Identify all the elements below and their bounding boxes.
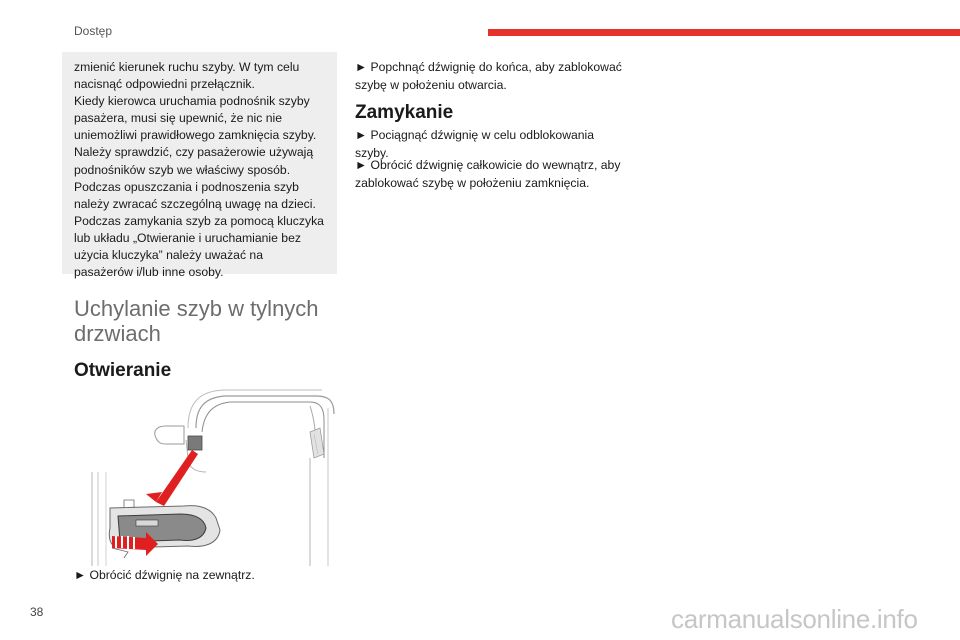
step-marker-icon: ►	[355, 60, 368, 74]
section-title: Uchylanie szyb w tylnych drzwiach	[74, 296, 319, 346]
step-text: Obrócić dźwignię na zewnątrz.	[89, 568, 255, 582]
step-lock-open	[355, 58, 625, 94]
warning-line: Należy sprawdzić, czy pasażerowie używają podnośników szyb we właściwy sposób.	[74, 145, 314, 177]
warning-box	[62, 52, 337, 280]
step-text: Obrócić dźwignię całkowicie do wewnątrz, aby zablokować szybę w położeniu zamknięcia.	[355, 158, 621, 190]
step-marker-icon: ►	[74, 568, 87, 582]
opening-heading: Otwieranie	[74, 360, 172, 381]
step-marker-icon: ►	[355, 128, 368, 142]
window-lever-illustration	[84, 388, 338, 566]
warning-line: Podczas zamykania szyb za pomocą kluczyka lub układu „Otwieranie i uruchamianie bez użycia kluczyka” należy uważać na pasażerów i/lub inne osoby.	[74, 213, 324, 280]
warning-line: zmienić kierunek ruchu szyby. W tym celu nacisnąć odpowiedni przełącznik.	[74, 60, 300, 92]
closing-heading: Zamykanie	[355, 102, 454, 123]
warning-line: Kiedy kierowca uruchamia podnośnik szyby pasażera, musi się upewnić, że nic nie uniemożliwi prawidłowego zamknięcia szyby.	[74, 94, 317, 143]
header-section-title: Dostęp	[74, 24, 113, 38]
window-lever-drawing	[84, 388, 338, 566]
step-lock-closed	[355, 156, 630, 192]
step-text: Pociągnąć dźwignię w celu odblokowania szyby.	[355, 128, 595, 160]
page-number: 38	[30, 605, 44, 619]
step-open-rotate-out	[74, 566, 344, 584]
header-accent-bar	[488, 29, 960, 36]
warning-line: Podczas opuszczania i podnoszenia szyb należy zwracać szczególną uwagę na dzieci.	[74, 179, 316, 211]
step-marker-icon: ►	[355, 158, 368, 172]
watermark: carmanualsonline.info	[671, 604, 918, 634]
step-text: Popchnąć dźwignię do końca, aby zablokować szybę w położeniu otwarcia.	[355, 60, 622, 92]
